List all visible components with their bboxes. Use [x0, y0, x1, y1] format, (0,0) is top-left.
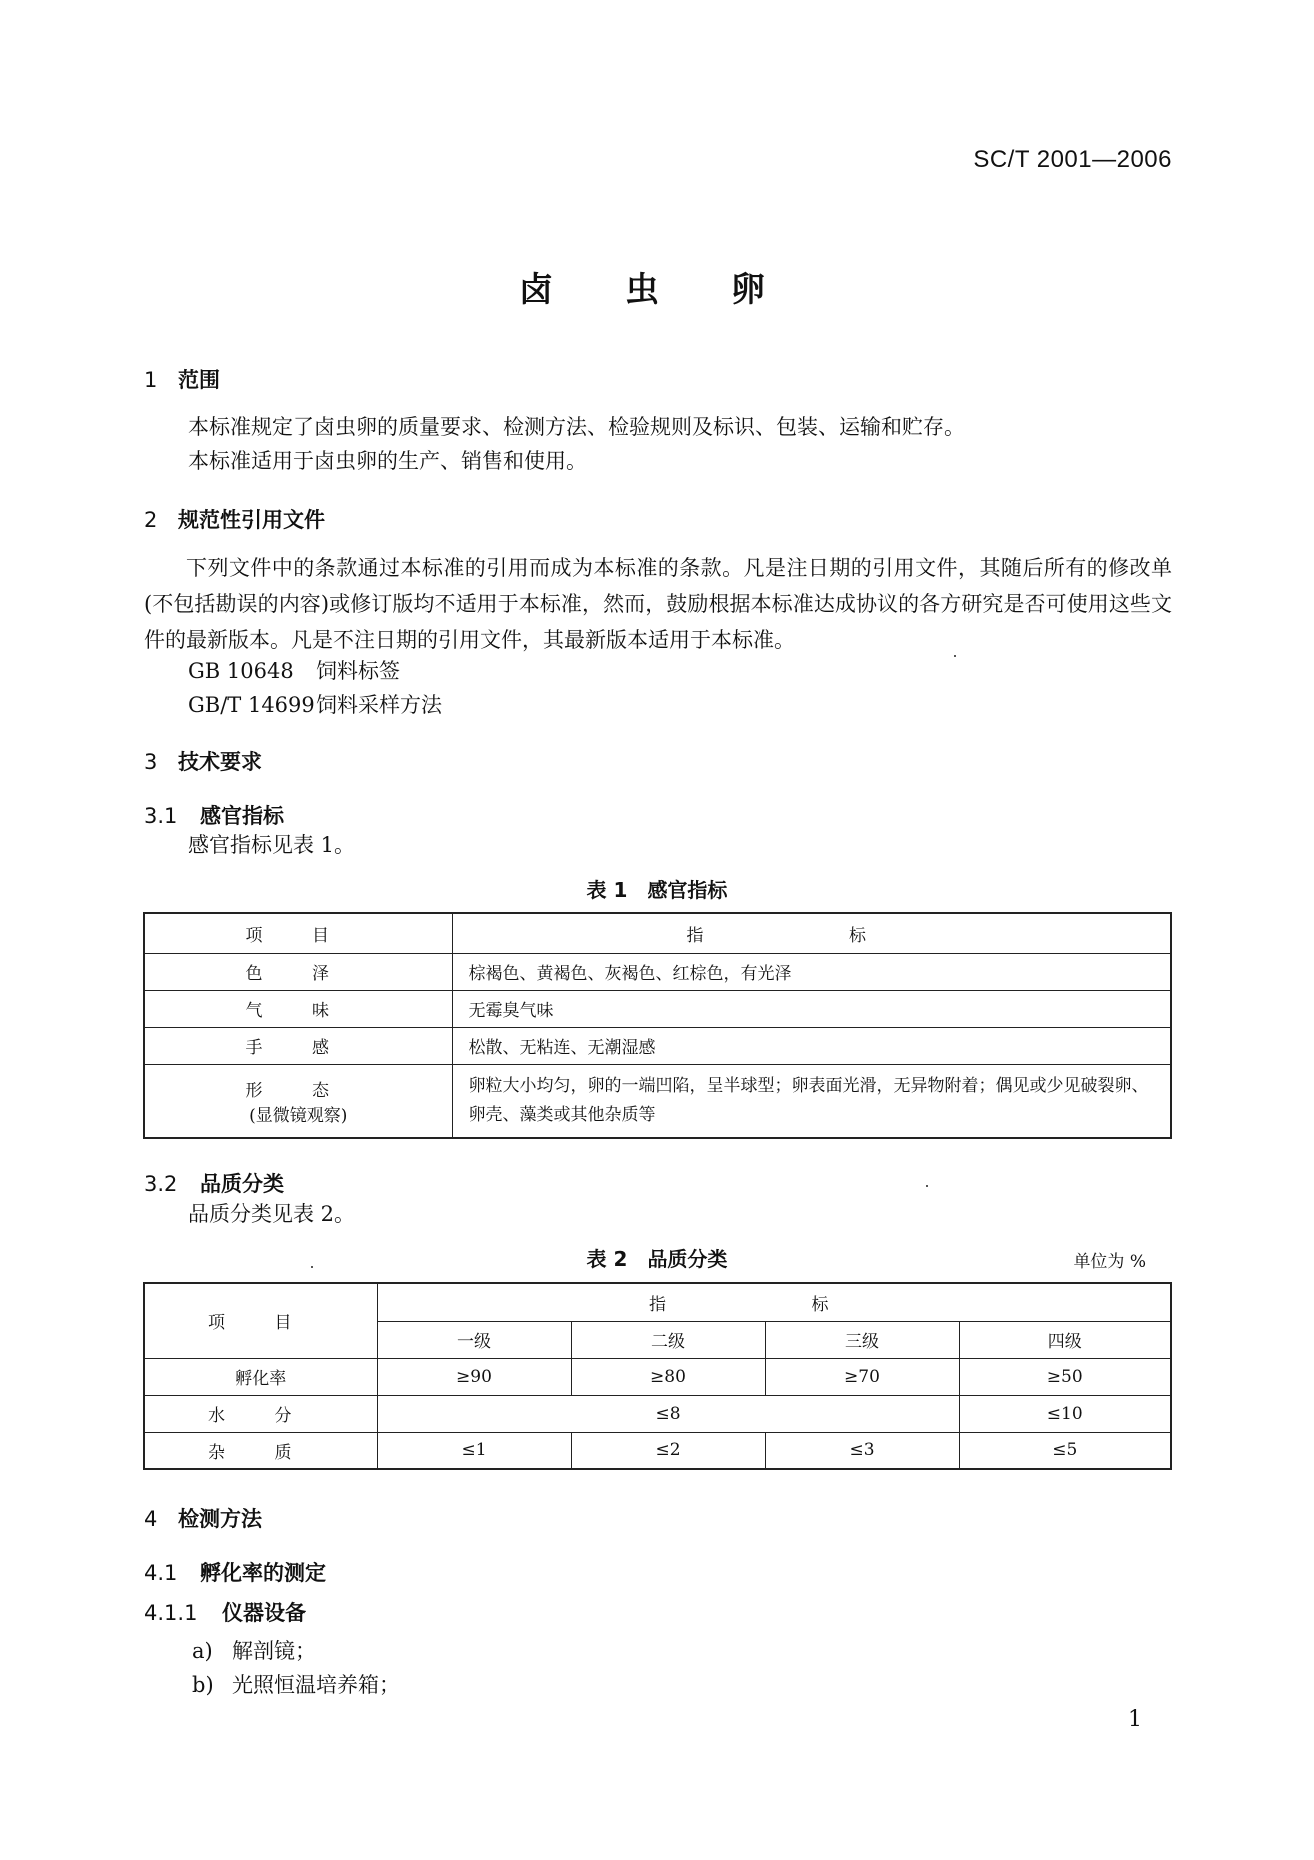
reference-code: GB 10648 — [188, 659, 294, 683]
section-title: 仪器设备 — [222, 1601, 306, 1625]
table-row — [144, 1027, 1171, 1064]
section-2-heading — [144, 504, 325, 534]
list-text: 光照恒温培养箱； — [232, 1673, 400, 1697]
section-4-heading — [144, 1503, 262, 1533]
reference-item — [188, 690, 442, 720]
section-number: 3.2 — [144, 1172, 178, 1196]
section-title: 检测方法 — [178, 1507, 262, 1531]
row-label: 气 味 — [144, 990, 452, 1027]
row-label: 手 感 — [144, 1027, 452, 1064]
grade-header: 四级 — [959, 1321, 1171, 1358]
value-cell-merged: ≤8 — [377, 1395, 959, 1432]
caption-text: 品质分类 — [647, 1247, 728, 1271]
section-title: 品质分类 — [200, 1172, 284, 1196]
row-label-main: 形 态 — [245, 1080, 351, 1101]
row-value: 卵粒大小均匀，卵的一端凹陷，呈半球型；卵表面光滑，无异物附着；偶见或少见破裂卵、卵壳、藻类或其他杂质等 — [452, 1064, 1171, 1138]
section-number: 1 — [144, 368, 158, 392]
section-number: 4.1.1 — [144, 1601, 198, 1625]
list-marker: a) — [192, 1639, 213, 1663]
row-label-note: (显微镜观察) — [249, 1105, 348, 1126]
table-row — [144, 1395, 1171, 1432]
row-value: 无霉臭气味 — [452, 990, 1171, 1027]
row-value: 松散、无粘连、无潮湿感 — [452, 1027, 1171, 1064]
section-1-heading — [144, 364, 220, 394]
references-paragraph: 下列文件中的条款通过本标准的引用而成为本标准的条款。凡是注日期的引用文件，其随后所有的修改单(不包括勘误的内容)或修订版均不适用于本标准，然而，鼓励根据本标准达成协议的各方研究是否可使用这些文件的最新版本。凡是不注日期的引用文件，其最新版本适用于本标准。 — [144, 556, 1172, 652]
scan-speck — [926, 1185, 928, 1187]
table-row — [144, 990, 1171, 1027]
row-label: 孵化率 — [144, 1358, 377, 1395]
paragraph-line: 品质分类见表 2。 — [188, 1202, 356, 1226]
row-label: 色 泽 — [144, 953, 452, 990]
row-value: 棕褐色、黄褐色、灰褐色、红棕色，有光泽 — [452, 953, 1171, 990]
grade-header: 三级 — [765, 1321, 959, 1358]
table-header-row — [144, 913, 1171, 953]
section-title: 技术要求 — [178, 750, 262, 774]
reference-item — [188, 656, 400, 686]
section-number: 3.1 — [144, 804, 178, 828]
table-unit: 单位为 % — [1073, 1252, 1146, 1272]
reference-code: GB/T 14699 — [188, 693, 315, 717]
value-cell: ≥90 — [377, 1358, 571, 1395]
page-number: 1 — [1128, 1707, 1142, 1732]
sensory-table — [143, 912, 1172, 1139]
section-3-1-heading — [144, 800, 284, 830]
list-item — [192, 1670, 400, 1700]
section-title: 孵化率的测定 — [200, 1561, 326, 1585]
header-cell-item: 项 目 — [144, 1283, 377, 1358]
document-title: 卤 虫 卵 — [519, 270, 795, 310]
table-1-caption — [0, 874, 1314, 903]
list-text: 解剖镜； — [232, 1639, 316, 1663]
section-number: 4 — [144, 1507, 158, 1531]
caption-number: 表 1 — [586, 878, 628, 902]
header-cell: 项 目 — [144, 913, 452, 953]
row-label — [144, 1064, 452, 1138]
list-item — [192, 1636, 316, 1666]
paragraph-line: 感官指标见表 1。 — [188, 833, 356, 857]
value-cell: ≤5 — [959, 1432, 1171, 1469]
section-number: 2 — [144, 508, 158, 532]
standard-number: SC/T 2001—2006 — [973, 146, 1172, 173]
section-3-heading — [144, 746, 262, 776]
value-cell: ≥50 — [959, 1358, 1171, 1395]
paragraph-line: 本标准适用于卤虫卵的生产、销售和使用。 — [188, 449, 587, 473]
caption-text: 感官指标 — [647, 878, 728, 902]
caption-number: 表 2 — [586, 1247, 628, 1271]
header-cell-group: 指 标 — [377, 1283, 1171, 1321]
row-label: 水 分 — [144, 1395, 377, 1432]
reference-name: 饲料标签 — [316, 659, 400, 683]
section-title: 范围 — [178, 368, 220, 392]
reference-name: 饲料采样方法 — [316, 693, 442, 717]
value-cell: ≤2 — [571, 1432, 765, 1469]
section-title: 规范性引用文件 — [178, 508, 325, 532]
table-row — [144, 1064, 1171, 1138]
section-title: 感官指标 — [200, 804, 284, 828]
table-row — [144, 953, 1171, 990]
table-row — [144, 1432, 1171, 1469]
grade-header: 二级 — [571, 1321, 765, 1358]
value-cell: ≤1 — [377, 1432, 571, 1469]
section-4-1-1-heading — [144, 1597, 306, 1627]
table-row — [144, 1358, 1171, 1395]
grade-header: 一级 — [377, 1321, 571, 1358]
section-number: 3 — [144, 750, 158, 774]
quality-table — [143, 1282, 1172, 1470]
value-cell: ≤10 — [959, 1395, 1171, 1432]
scan-speck — [954, 655, 956, 657]
table-header-row — [144, 1283, 1171, 1321]
row-label: 杂 质 — [144, 1432, 377, 1469]
value-cell: ≥70 — [765, 1358, 959, 1395]
value-cell: ≥80 — [571, 1358, 765, 1395]
header-cell: 指 标 — [452, 913, 1171, 953]
section-number: 4.1 — [144, 1561, 178, 1585]
section-4-1-heading — [144, 1557, 326, 1587]
paragraph-line: 本标准规定了卤虫卵的质量要求、检测方法、检验规则及标识、包装、运输和贮存。 — [188, 415, 965, 439]
value-cell: ≤3 — [765, 1432, 959, 1469]
list-marker: b) — [192, 1673, 214, 1697]
section-3-2-heading — [144, 1168, 284, 1198]
